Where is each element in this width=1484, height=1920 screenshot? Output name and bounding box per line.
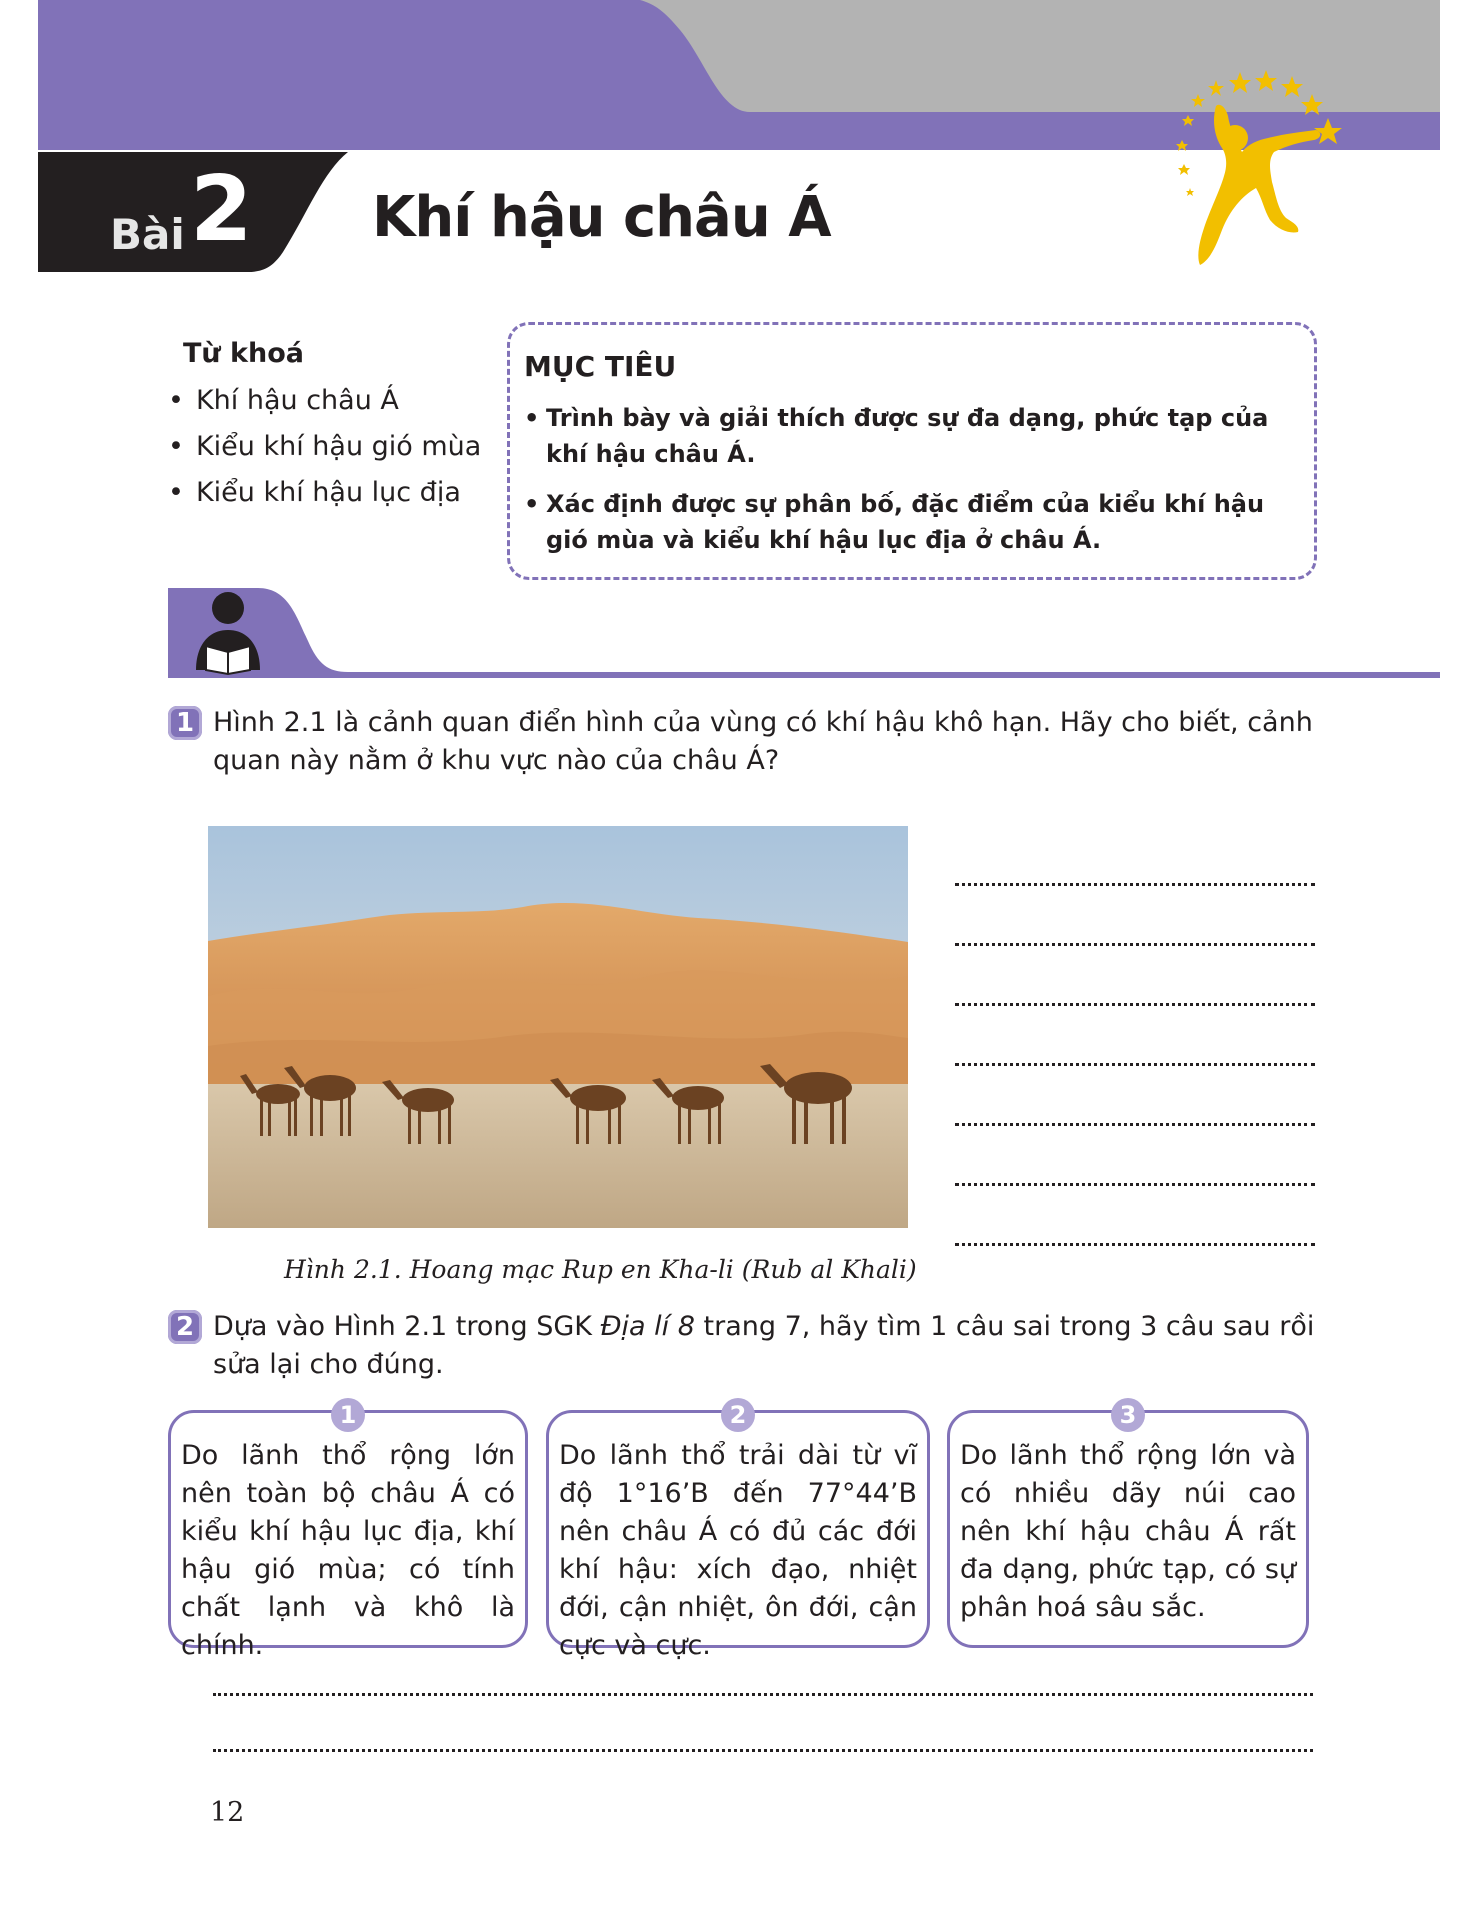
question-1-badge: 1 xyxy=(168,706,202,740)
keywords-title: Từ khoá xyxy=(183,338,304,369)
statement-card-3 xyxy=(947,1410,1309,1648)
answer-line[interactable] xyxy=(955,886,1315,946)
keyword-item: • Kiểu khí hậu lục địa xyxy=(168,477,481,523)
statement-number-3: 3 xyxy=(1111,1398,1145,1432)
objective-item: • Xác định được sự phân bố, đặc điểm của kiểu khí hậu gió mùa và kiểu khí hậu lục địa ở châu Á. xyxy=(524,486,1304,558)
question-2-text-after: trang 7, hãy tìm 1 câu sai trong 3 câu sau rồi sửa lại cho đúng. xyxy=(213,1311,1315,1380)
answer-line[interactable] xyxy=(955,1186,1315,1246)
statement-card-2 xyxy=(546,1410,930,1661)
keywords-list xyxy=(168,385,481,523)
answer-line[interactable] xyxy=(213,1640,1313,1696)
answer-line[interactable] xyxy=(955,1126,1315,1186)
page-title: Khí hậu châu Á xyxy=(372,185,831,250)
question-2-text-before: Dựa vào Hình 2.1 trong SGK xyxy=(213,1311,601,1342)
answer-line[interactable] xyxy=(955,946,1315,1006)
statement-number-2: 2 xyxy=(721,1398,755,1432)
figure-caption: Hình 2.1. Hoang mạc Rup en Kha-li (Rub al Khali) xyxy=(284,1255,917,1284)
statement-text: Do lãnh thổ trải dài từ vĩ độ 1°16’B đến 77°44’B nên châu Á có đủ các đới khí hậu: xích đạo, nhiệt đới, cận nhiệt, ôn đới, cận cực và cực. xyxy=(559,1440,917,1661)
answer-line[interactable] xyxy=(213,1696,1313,1752)
statement-card-1 xyxy=(168,1410,528,1661)
answer-line[interactable] xyxy=(955,826,1315,886)
page-number: 12 xyxy=(210,1797,245,1828)
lesson-number: 2 xyxy=(190,157,253,262)
answer-lines-question-2[interactable] xyxy=(213,1640,1313,1752)
statement-number-1: 1 xyxy=(331,1398,365,1432)
jumping-figure-stars-icon xyxy=(1150,60,1350,270)
keyword-item: • Khí hậu châu Á xyxy=(168,385,481,431)
answer-line[interactable] xyxy=(955,1066,1315,1126)
statement-text: Do lãnh thổ rộng lớn nên toàn bộ châu Á có kiểu khí hậu lục địa, khí hậu gió mùa; có tính chất lạnh và khô là chính. xyxy=(181,1440,515,1661)
answer-lines-question-1[interactable] xyxy=(955,826,1315,1246)
desert-camels-photo xyxy=(208,826,908,1228)
question-2-book-title: Địa lí 8 xyxy=(600,1311,695,1342)
objectives-title: MỤC TIÊU xyxy=(524,350,677,383)
question-2-text xyxy=(213,1308,1323,1384)
reading-section-bar xyxy=(168,586,1440,678)
objective-item: • Trình bày và giải thích được sự đa dạng, phức tạp của khí hậu châu Á. xyxy=(524,400,1304,472)
question-2-badge: 2 xyxy=(168,1310,202,1344)
keyword-item: • Kiểu khí hậu gió mùa xyxy=(168,431,481,477)
lesson-word: Bài xyxy=(110,210,185,259)
statement-text: Do lãnh thổ rộng lớn và có nhiều dãy núi cao nên khí hậu châu Á rất đa dạng, phức tạp, có sự phân hoá sâu sắc. xyxy=(960,1440,1296,1623)
answer-line[interactable] xyxy=(955,1006,1315,1066)
question-1-text: Hình 2.1 là cảnh quan điển hình của vùng có khí hậu khô hạn. Hãy cho biết, cảnh quan này nằm ở khu vực nào của châu Á? xyxy=(213,707,1313,776)
objectives-list xyxy=(524,400,1304,572)
